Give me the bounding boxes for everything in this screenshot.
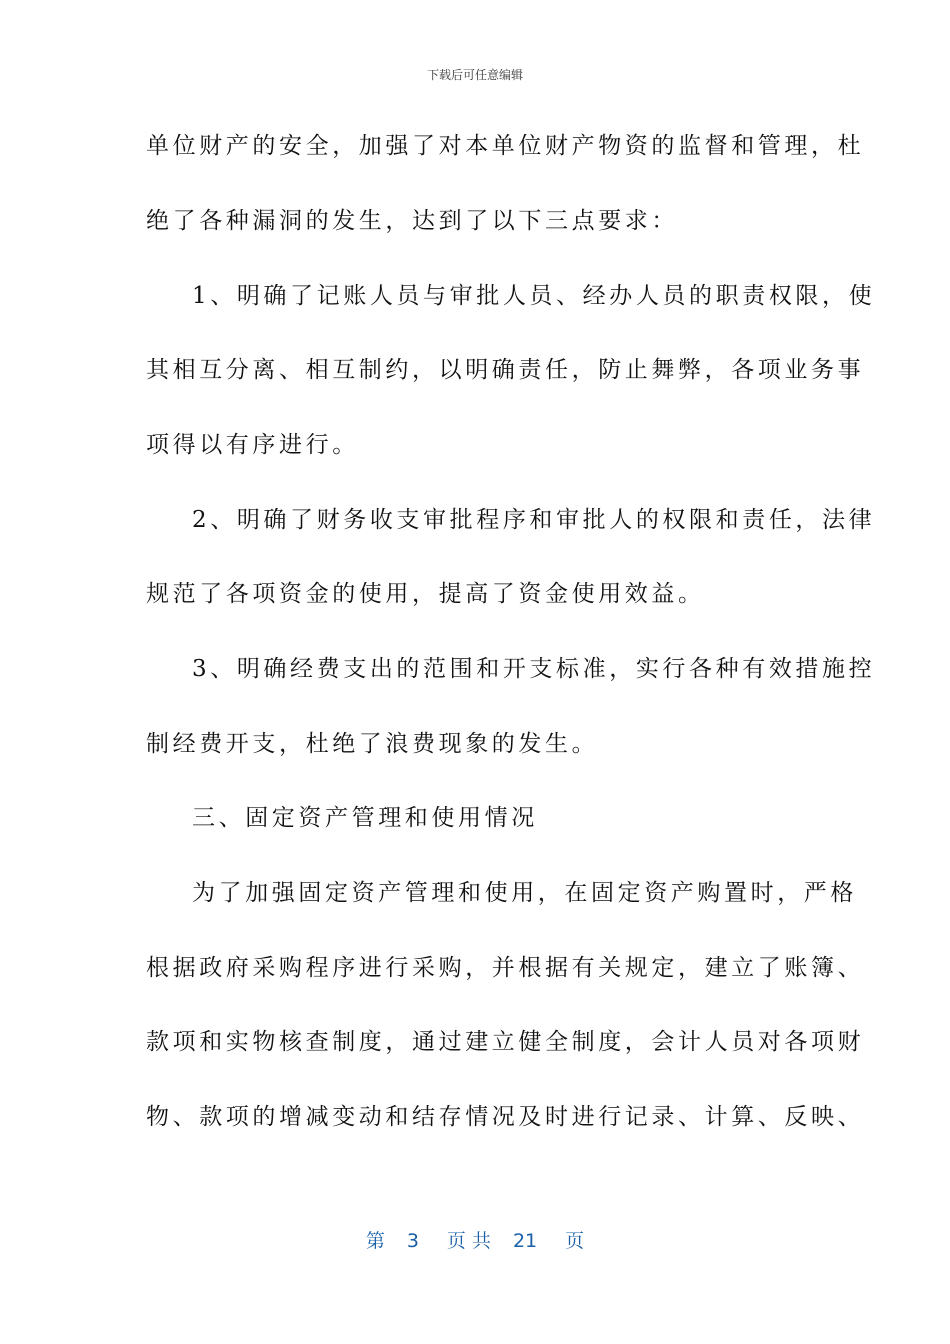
text-line: 绝了各种漏洞的发生，达到了以下三点要求： bbox=[146, 208, 678, 234]
page-header: 下载后可任意编辑 bbox=[426, 68, 523, 82]
text-line: 为了加强固定资产管理和使用，在固定资产购置时，严格 bbox=[192, 880, 857, 906]
text-line: 制经费开支，杜绝了浪费现象的发生。 bbox=[146, 731, 599, 757]
text-line: 款项和实物核查制度，通过建立健全制度，会计人员对各项财 bbox=[146, 1029, 865, 1055]
text-line: 规范了各项资金的使用，提高了资金使用效益。 bbox=[146, 581, 705, 607]
text-line: 2、明确了财务收支审批程序和审批人的权限和责任，法律 bbox=[192, 507, 876, 533]
text-line: 根据政府采购程序进行采购，并根据有关规定，建立了账簿、 bbox=[146, 955, 865, 981]
text-line: 3、明确经费支出的范围和开支标准，实行各种有效措施控 bbox=[192, 656, 876, 682]
text-line: 1、明确了记账人员与审批人员、经办人员的职责权限，使 bbox=[192, 283, 876, 309]
text-line: 单位财产的安全，加强了对本单位财产物资的监督和管理，杜 bbox=[146, 133, 865, 159]
current-page-number: 3 bbox=[406, 1230, 419, 1252]
footer-middle: 页 共 bbox=[446, 1230, 491, 1252]
footer-suffix: 页 bbox=[565, 1230, 585, 1252]
total-pages-number: 21 bbox=[512, 1230, 538, 1252]
text-line: 其相互分离、相互制约，以明确责任，防止舞弊，各项业务事 bbox=[146, 357, 865, 383]
text-line: 项得以有序进行。 bbox=[146, 432, 359, 458]
page-footer bbox=[0, 1226, 950, 1253]
section-heading: 三、固定资产管理和使用情况 bbox=[192, 805, 538, 831]
footer-prefix: 第 bbox=[365, 1230, 385, 1252]
text-line: 物、款项的增减变动和结存情况及时进行记录、计算、反映、 bbox=[146, 1104, 865, 1130]
